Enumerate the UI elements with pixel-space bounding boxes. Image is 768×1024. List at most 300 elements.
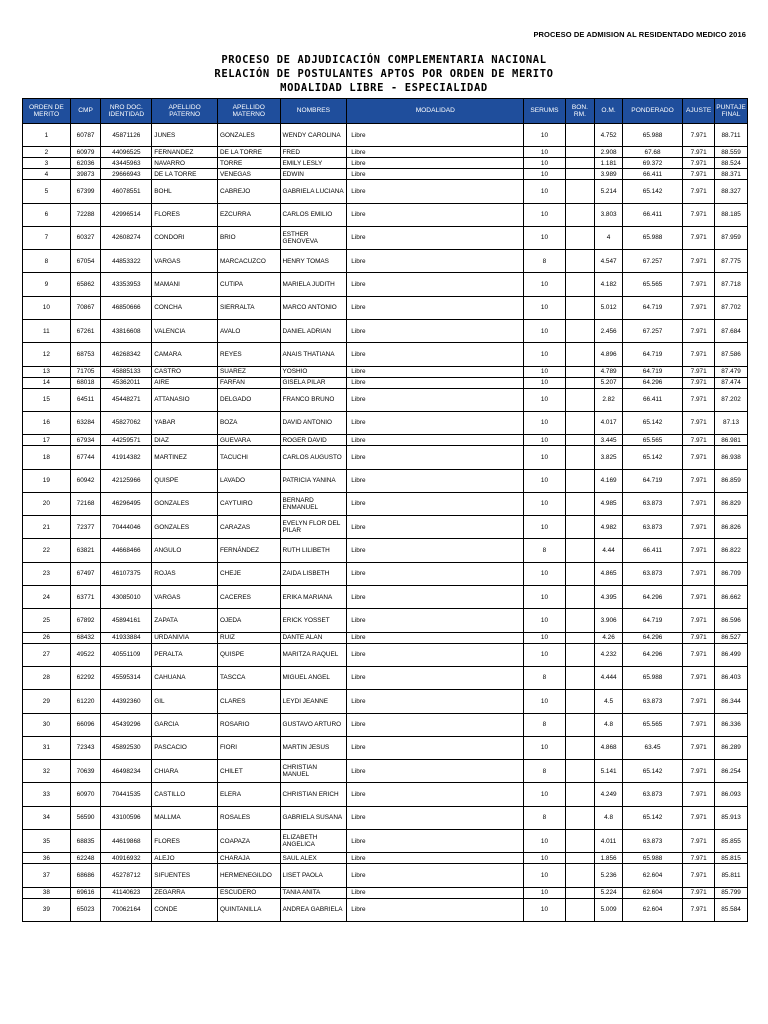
cell-modalidad: Libre bbox=[347, 632, 524, 643]
cell-serums: 10 bbox=[524, 169, 565, 180]
cell-modalidad: Libre bbox=[347, 388, 524, 411]
cell-om: 5.224 bbox=[595, 887, 623, 898]
cell-apellido-materno: CAYTUIRO bbox=[218, 492, 281, 515]
cell-puntaje-final: 88.559 bbox=[715, 147, 748, 158]
cell-cmp: 63284 bbox=[70, 411, 101, 434]
cell-orden: 30 bbox=[23, 713, 71, 736]
cell-apellido-paterno: YABAR bbox=[152, 411, 218, 434]
cell-puntaje-final: 87.13 bbox=[715, 411, 748, 434]
cell-doc: 45448271 bbox=[101, 388, 152, 411]
table-row bbox=[23, 632, 748, 643]
cell-doc: 44619868 bbox=[101, 830, 152, 853]
cell-doc: 45871126 bbox=[101, 124, 152, 147]
cell-nombres: ZAIDA LISBETH bbox=[280, 562, 347, 585]
cell-puntaje-final: 86.938 bbox=[715, 446, 748, 469]
cell-ponderado: 65.142 bbox=[622, 760, 682, 783]
cell-puntaje-final: 86.859 bbox=[715, 469, 748, 492]
cell-bon-rm bbox=[565, 158, 595, 169]
cell-apellido-paterno: PERALTA bbox=[152, 643, 218, 666]
cell-puntaje-final: 87.202 bbox=[715, 388, 748, 411]
cell-nombres: DAVID ANTONIO bbox=[280, 411, 347, 434]
cell-doc: 42125966 bbox=[101, 469, 152, 492]
cell-cmp: 70867 bbox=[70, 296, 101, 319]
cell-doc: 45362011 bbox=[101, 377, 152, 388]
cell-serums: 8 bbox=[524, 539, 565, 562]
cell-bon-rm bbox=[565, 643, 595, 666]
cell-ajuste: 7.971 bbox=[683, 632, 715, 643]
cell-nombres: CARLOS EMILIO bbox=[280, 203, 347, 226]
cell-ajuste: 7.971 bbox=[683, 320, 715, 343]
cell-orden: 23 bbox=[23, 562, 71, 585]
cell-doc: 70062164 bbox=[101, 898, 152, 921]
cell-om: 5.012 bbox=[595, 296, 623, 319]
cell-apellido-materno: VENEGAS bbox=[218, 169, 281, 180]
cell-apellido-materno: HERMENEGILDO bbox=[218, 864, 281, 887]
cell-puntaje-final: 85.799 bbox=[715, 887, 748, 898]
cell-modalidad: Libre bbox=[347, 320, 524, 343]
cell-modalidad: Libre bbox=[347, 377, 524, 388]
table-row bbox=[23, 887, 748, 898]
cell-orden: 20 bbox=[23, 492, 71, 515]
cell-orden: 5 bbox=[23, 180, 71, 203]
table-row bbox=[23, 180, 748, 203]
cell-ajuste: 7.971 bbox=[683, 562, 715, 585]
cell-puntaje-final: 85.913 bbox=[715, 806, 748, 829]
cell-puntaje-final: 88.185 bbox=[715, 203, 748, 226]
cell-puntaje-final: 86.709 bbox=[715, 562, 748, 585]
cell-orden: 7 bbox=[23, 226, 71, 249]
cell-apellido-paterno: CONDE bbox=[152, 898, 218, 921]
cell-apellido-paterno: GIL bbox=[152, 690, 218, 713]
cell-cmp: 67261 bbox=[70, 320, 101, 343]
cell-om: 2.456 bbox=[595, 320, 623, 343]
cell-orden: 8 bbox=[23, 250, 71, 273]
cell-om: 5.236 bbox=[595, 864, 623, 887]
cell-cmp: 68686 bbox=[70, 864, 101, 887]
cell-apellido-materno: CARAZAS bbox=[218, 516, 281, 539]
cell-apellido-materno: ROSALES bbox=[218, 806, 281, 829]
table-row bbox=[23, 250, 748, 273]
cell-apellido-paterno: VALENCIA bbox=[152, 320, 218, 343]
cell-apellido-materno: QUISPE bbox=[218, 643, 281, 666]
cell-bon-rm bbox=[565, 609, 595, 632]
cell-ajuste: 7.971 bbox=[683, 366, 715, 377]
table-row bbox=[23, 226, 748, 249]
cell-modalidad: Libre bbox=[347, 469, 524, 492]
cell-puntaje-final: 88.524 bbox=[715, 158, 748, 169]
cell-serums: 10 bbox=[524, 203, 565, 226]
cell-apellido-materno: CHEJE bbox=[218, 562, 281, 585]
cell-puntaje-final: 86.527 bbox=[715, 632, 748, 643]
cell-om: 4.868 bbox=[595, 736, 623, 759]
cell-om: 4.896 bbox=[595, 343, 623, 366]
cell-apellido-materno: CHARAJA bbox=[218, 853, 281, 864]
cell-serums: 10 bbox=[524, 887, 565, 898]
cell-apellido-materno: TASCCA bbox=[218, 666, 281, 689]
cell-om: 4.011 bbox=[595, 830, 623, 853]
cell-om: 5.214 bbox=[595, 180, 623, 203]
cell-orden: 13 bbox=[23, 366, 71, 377]
cell-bon-rm bbox=[565, 830, 595, 853]
cell-ponderado: 66.411 bbox=[622, 388, 682, 411]
cell-apellido-materno: AVALO bbox=[218, 320, 281, 343]
cell-ajuste: 7.971 bbox=[683, 643, 715, 666]
cell-orden: 34 bbox=[23, 806, 71, 829]
cell-apellido-materno: BRIO bbox=[218, 226, 281, 249]
cell-serums: 10 bbox=[524, 158, 565, 169]
cell-apellido-paterno: MALLMA bbox=[152, 806, 218, 829]
cell-doc: 43085010 bbox=[101, 586, 152, 609]
cell-cmp: 62036 bbox=[70, 158, 101, 169]
cell-cmp: 62248 bbox=[70, 853, 101, 864]
cell-nombres: ANAIS THATIANA bbox=[280, 343, 347, 366]
col-puntaje-final: PUNTAJE FINAL bbox=[715, 99, 748, 124]
col-om: O.M. bbox=[595, 99, 623, 124]
cell-orden: 36 bbox=[23, 853, 71, 864]
cell-bon-rm bbox=[565, 343, 595, 366]
cell-bon-rm bbox=[565, 783, 595, 806]
cell-puntaje-final: 86.662 bbox=[715, 586, 748, 609]
cell-ajuste: 7.971 bbox=[683, 203, 715, 226]
cell-apellido-paterno: ZEGARRA bbox=[152, 887, 218, 898]
cell-puntaje-final: 87.775 bbox=[715, 250, 748, 273]
cell-nombres: FRANCO BRUNO bbox=[280, 388, 347, 411]
cell-modalidad: Libre bbox=[347, 366, 524, 377]
cell-cmp: 72343 bbox=[70, 736, 101, 759]
cell-cmp: 71705 bbox=[70, 366, 101, 377]
table-body bbox=[23, 124, 748, 922]
table-row bbox=[23, 736, 748, 759]
cell-cmp: 63771 bbox=[70, 586, 101, 609]
table-row bbox=[23, 435, 748, 446]
cell-apellido-paterno: CAMARA bbox=[152, 343, 218, 366]
cell-ajuste: 7.971 bbox=[683, 343, 715, 366]
cell-nombres: GUSTAVO ARTURO bbox=[280, 713, 347, 736]
cell-apellido-paterno: ATTANASIO bbox=[152, 388, 218, 411]
cell-apellido-paterno: MAMANI bbox=[152, 273, 218, 296]
title-block bbox=[0, 53, 768, 95]
cell-doc: 45827062 bbox=[101, 411, 152, 434]
cell-om: 4.752 bbox=[595, 124, 623, 147]
cell-puntaje-final: 87.718 bbox=[715, 273, 748, 296]
cell-om: 4.182 bbox=[595, 273, 623, 296]
cell-apellido-materno: LAVADO bbox=[218, 469, 281, 492]
cell-apellido-paterno: CHIARA bbox=[152, 760, 218, 783]
cell-cmp: 66096 bbox=[70, 713, 101, 736]
col-ajuste: AJUSTE bbox=[683, 99, 715, 124]
cell-apellido-materno: SIERRALTA bbox=[218, 296, 281, 319]
cell-ponderado: 65.565 bbox=[622, 435, 682, 446]
cell-serums: 10 bbox=[524, 296, 565, 319]
cell-cmp: 67054 bbox=[70, 250, 101, 273]
cell-puntaje-final: 85.815 bbox=[715, 853, 748, 864]
cell-apellido-materno: FERNÁNDEZ bbox=[218, 539, 281, 562]
cell-ajuste: 7.971 bbox=[683, 169, 715, 180]
cell-ajuste: 7.971 bbox=[683, 783, 715, 806]
cell-om: 4.26 bbox=[595, 632, 623, 643]
cell-orden: 16 bbox=[23, 411, 71, 434]
cell-bon-rm bbox=[565, 853, 595, 864]
cell-doc: 46078551 bbox=[101, 180, 152, 203]
cell-bon-rm bbox=[565, 320, 595, 343]
cell-apellido-materno: ESCUDERO bbox=[218, 887, 281, 898]
table-row bbox=[23, 169, 748, 180]
cell-ponderado: 65.565 bbox=[622, 273, 682, 296]
cell-ajuste: 7.971 bbox=[683, 180, 715, 203]
cell-om: 4.444 bbox=[595, 666, 623, 689]
cell-om: 4.985 bbox=[595, 492, 623, 515]
col-serums: SERUMS bbox=[524, 99, 565, 124]
cell-bon-rm bbox=[565, 539, 595, 562]
cell-bon-rm bbox=[565, 736, 595, 759]
cell-cmp: 72377 bbox=[70, 516, 101, 539]
cell-modalidad: Libre bbox=[347, 562, 524, 585]
cell-cmp: 60327 bbox=[70, 226, 101, 249]
cell-apellido-paterno: FLORES bbox=[152, 203, 218, 226]
cell-ajuste: 7.971 bbox=[683, 250, 715, 273]
cell-modalidad: Libre bbox=[347, 736, 524, 759]
cell-orden: 25 bbox=[23, 609, 71, 632]
cell-cmp: 70639 bbox=[70, 760, 101, 783]
cell-apellido-paterno: ROJAS bbox=[152, 562, 218, 585]
cell-ponderado: 65.142 bbox=[622, 446, 682, 469]
cell-cmp: 60979 bbox=[70, 147, 101, 158]
table-row bbox=[23, 562, 748, 585]
cell-modalidad: Libre bbox=[347, 713, 524, 736]
cell-serums: 10 bbox=[524, 736, 565, 759]
cell-ajuste: 7.971 bbox=[683, 830, 715, 853]
cell-ponderado: 65.988 bbox=[622, 226, 682, 249]
cell-serums: 8 bbox=[524, 666, 565, 689]
cell-modalidad: Libre bbox=[347, 666, 524, 689]
cell-bon-rm bbox=[565, 666, 595, 689]
results-table bbox=[22, 98, 748, 922]
cell-puntaje-final: 87.702 bbox=[715, 296, 748, 319]
cell-serums: 10 bbox=[524, 273, 565, 296]
cell-ajuste: 7.971 bbox=[683, 411, 715, 434]
cell-cmp: 60942 bbox=[70, 469, 101, 492]
cell-apellido-materno: MARCACUZCO bbox=[218, 250, 281, 273]
table-row bbox=[23, 158, 748, 169]
cell-puntaje-final: 85.584 bbox=[715, 898, 748, 921]
cell-nombres: MARIELA JUDITH bbox=[280, 273, 347, 296]
cell-puntaje-final: 86.254 bbox=[715, 760, 748, 783]
cell-nombres: MIGUEL ANGEL bbox=[280, 666, 347, 689]
cell-orden: 17 bbox=[23, 435, 71, 446]
cell-doc: 29666943 bbox=[101, 169, 152, 180]
cell-om: 4.789 bbox=[595, 366, 623, 377]
cell-modalidad: Libre bbox=[347, 516, 524, 539]
cell-ponderado: 62.604 bbox=[622, 864, 682, 887]
table-row bbox=[23, 377, 748, 388]
cell-bon-rm bbox=[565, 586, 595, 609]
table-row bbox=[23, 388, 748, 411]
cell-serums: 10 bbox=[524, 446, 565, 469]
cell-modalidad: Libre bbox=[347, 690, 524, 713]
cell-om: 3.989 bbox=[595, 169, 623, 180]
table-row bbox=[23, 366, 748, 377]
cell-modalidad: Libre bbox=[347, 853, 524, 864]
cell-ponderado: 65.565 bbox=[622, 713, 682, 736]
cell-puntaje-final: 86.336 bbox=[715, 713, 748, 736]
cell-ponderado: 64.296 bbox=[622, 586, 682, 609]
cell-om: 5.207 bbox=[595, 377, 623, 388]
cell-apellido-materno: CACERES bbox=[218, 586, 281, 609]
cell-nombres: ROGER DAVID bbox=[280, 435, 347, 446]
cell-modalidad: Libre bbox=[347, 864, 524, 887]
cell-apellido-materno: QUINTANILLA bbox=[218, 898, 281, 921]
cell-ponderado: 67.257 bbox=[622, 320, 682, 343]
cell-ajuste: 7.971 bbox=[683, 388, 715, 411]
cell-om: 4.865 bbox=[595, 562, 623, 585]
cell-bon-rm bbox=[565, 180, 595, 203]
cell-doc: 45439296 bbox=[101, 713, 152, 736]
cell-om: 3.445 bbox=[595, 435, 623, 446]
cell-puntaje-final: 86.403 bbox=[715, 666, 748, 689]
cell-puntaje-final: 85.811 bbox=[715, 864, 748, 887]
cell-doc: 44392360 bbox=[101, 690, 152, 713]
cell-orden: 39 bbox=[23, 898, 71, 921]
cell-modalidad: Libre bbox=[347, 492, 524, 515]
cell-serums: 10 bbox=[524, 469, 565, 492]
cell-orden: 6 bbox=[23, 203, 71, 226]
cell-ponderado: 64.719 bbox=[622, 469, 682, 492]
cell-puntaje-final: 86.596 bbox=[715, 609, 748, 632]
cell-serums: 10 bbox=[524, 377, 565, 388]
cell-nombres: CHRISTIAN MANUEL bbox=[280, 760, 347, 783]
table-row bbox=[23, 469, 748, 492]
table-row bbox=[23, 853, 748, 864]
cell-puntaje-final: 86.822 bbox=[715, 539, 748, 562]
cell-serums: 10 bbox=[524, 492, 565, 515]
cell-orden: 12 bbox=[23, 343, 71, 366]
cell-serums: 10 bbox=[524, 853, 565, 864]
table-row bbox=[23, 124, 748, 147]
cell-orden: 24 bbox=[23, 586, 71, 609]
cell-ponderado: 66.411 bbox=[622, 203, 682, 226]
cell-bon-rm bbox=[565, 887, 595, 898]
cell-cmp: 49522 bbox=[70, 643, 101, 666]
cell-doc: 44096525 bbox=[101, 147, 152, 158]
cell-bon-rm bbox=[565, 690, 595, 713]
cell-nombres: EMILY LESLY bbox=[280, 158, 347, 169]
cell-apellido-paterno: NAVARRO bbox=[152, 158, 218, 169]
cell-nombres: ERICK YOSSET bbox=[280, 609, 347, 632]
cell-ponderado: 69.372 bbox=[622, 158, 682, 169]
cell-orden: 18 bbox=[23, 446, 71, 469]
col-bon-rm: BON. RM. bbox=[565, 99, 595, 124]
cell-ponderado: 63.45 bbox=[622, 736, 682, 759]
cell-bon-rm bbox=[565, 435, 595, 446]
cell-nombres: TANIA ANITA bbox=[280, 887, 347, 898]
cell-nombres: MARTIN JESUS bbox=[280, 736, 347, 759]
cell-apellido-materno: COAPAZA bbox=[218, 830, 281, 853]
cell-modalidad: Libre bbox=[347, 147, 524, 158]
cell-cmp: 60787 bbox=[70, 124, 101, 147]
cell-om: 3.803 bbox=[595, 203, 623, 226]
cell-om: 5.141 bbox=[595, 760, 623, 783]
cell-bon-rm bbox=[565, 562, 595, 585]
cell-nombres: ELIZABETH ANGELICA bbox=[280, 830, 347, 853]
cell-nombres: PATRICIA YANINA bbox=[280, 469, 347, 492]
cell-bon-rm bbox=[565, 388, 595, 411]
col-nombres: NOMBRES bbox=[280, 99, 347, 124]
cell-orden: 32 bbox=[23, 760, 71, 783]
cell-ajuste: 7.971 bbox=[683, 377, 715, 388]
cell-apellido-paterno: FERNANDEZ bbox=[152, 147, 218, 158]
cell-doc: 46850666 bbox=[101, 296, 152, 319]
cell-modalidad: Libre bbox=[347, 806, 524, 829]
cell-orden: 19 bbox=[23, 469, 71, 492]
cell-serums: 10 bbox=[524, 562, 565, 585]
cell-bon-rm bbox=[565, 377, 595, 388]
cell-ponderado: 64.719 bbox=[622, 366, 682, 377]
cell-modalidad: Libre bbox=[347, 180, 524, 203]
cell-bon-rm bbox=[565, 516, 595, 539]
cell-modalidad: Libre bbox=[347, 435, 524, 446]
table-row bbox=[23, 806, 748, 829]
cell-orden: 2 bbox=[23, 147, 71, 158]
title-line-3: MODALIDAD LIBRE - ESPECIALIDAD bbox=[280, 82, 488, 94]
cell-ponderado: 66.411 bbox=[622, 539, 682, 562]
cell-ajuste: 7.971 bbox=[683, 666, 715, 689]
cell-serums: 10 bbox=[524, 411, 565, 434]
cell-ajuste: 7.971 bbox=[683, 609, 715, 632]
cell-apellido-paterno: GONZALES bbox=[152, 516, 218, 539]
cell-nombres: ESTHER GENOVEVA bbox=[280, 226, 347, 249]
cell-bon-rm bbox=[565, 273, 595, 296]
cell-serums: 8 bbox=[524, 713, 565, 736]
cell-nombres: CHRISTIAN ERICH bbox=[280, 783, 347, 806]
cell-nombres: LEYDI JEANNE bbox=[280, 690, 347, 713]
cell-doc: 42996514 bbox=[101, 203, 152, 226]
document-header: PROCESO DE ADMISION AL RESIDENTADO MEDICO 2016 bbox=[533, 30, 746, 39]
cell-nombres: DANTE ALAN bbox=[280, 632, 347, 643]
cell-apellido-paterno: CASTILLO bbox=[152, 783, 218, 806]
cell-cmp: 67934 bbox=[70, 435, 101, 446]
cell-doc: 70441535 bbox=[101, 783, 152, 806]
cell-apellido-materno: FIORI bbox=[218, 736, 281, 759]
cell-cmp: 67744 bbox=[70, 446, 101, 469]
cell-serums: 10 bbox=[524, 830, 565, 853]
cell-apellido-paterno: AIRE bbox=[152, 377, 218, 388]
cell-ajuste: 7.971 bbox=[683, 690, 715, 713]
cell-serums: 10 bbox=[524, 124, 565, 147]
cell-apellido-materno: EZCURRA bbox=[218, 203, 281, 226]
cell-cmp: 68753 bbox=[70, 343, 101, 366]
cell-doc: 46296495 bbox=[101, 492, 152, 515]
cell-ponderado: 64.719 bbox=[622, 296, 682, 319]
cell-apellido-paterno: ALEJO bbox=[152, 853, 218, 864]
cell-doc: 44853322 bbox=[101, 250, 152, 273]
cell-ponderado: 62.604 bbox=[622, 887, 682, 898]
cell-cmp: 61220 bbox=[70, 690, 101, 713]
cell-apellido-materno: CLARES bbox=[218, 690, 281, 713]
cell-ponderado: 63.873 bbox=[622, 562, 682, 585]
cell-puntaje-final: 85.855 bbox=[715, 830, 748, 853]
cell-cmp: 67399 bbox=[70, 180, 101, 203]
cell-ponderado: 63.873 bbox=[622, 783, 682, 806]
cell-apellido-paterno: CONDORI bbox=[152, 226, 218, 249]
cell-nombres: WENDY CAROLINA bbox=[280, 124, 347, 147]
cell-nombres: GABRIELA LUCIANA bbox=[280, 180, 347, 203]
cell-nombres: RUTH LILIBETH bbox=[280, 539, 347, 562]
cell-apellido-paterno: PASCACIO bbox=[152, 736, 218, 759]
cell-doc: 41140623 bbox=[101, 887, 152, 898]
cell-cmp: 68018 bbox=[70, 377, 101, 388]
cell-orden: 27 bbox=[23, 643, 71, 666]
cell-bon-rm bbox=[565, 203, 595, 226]
